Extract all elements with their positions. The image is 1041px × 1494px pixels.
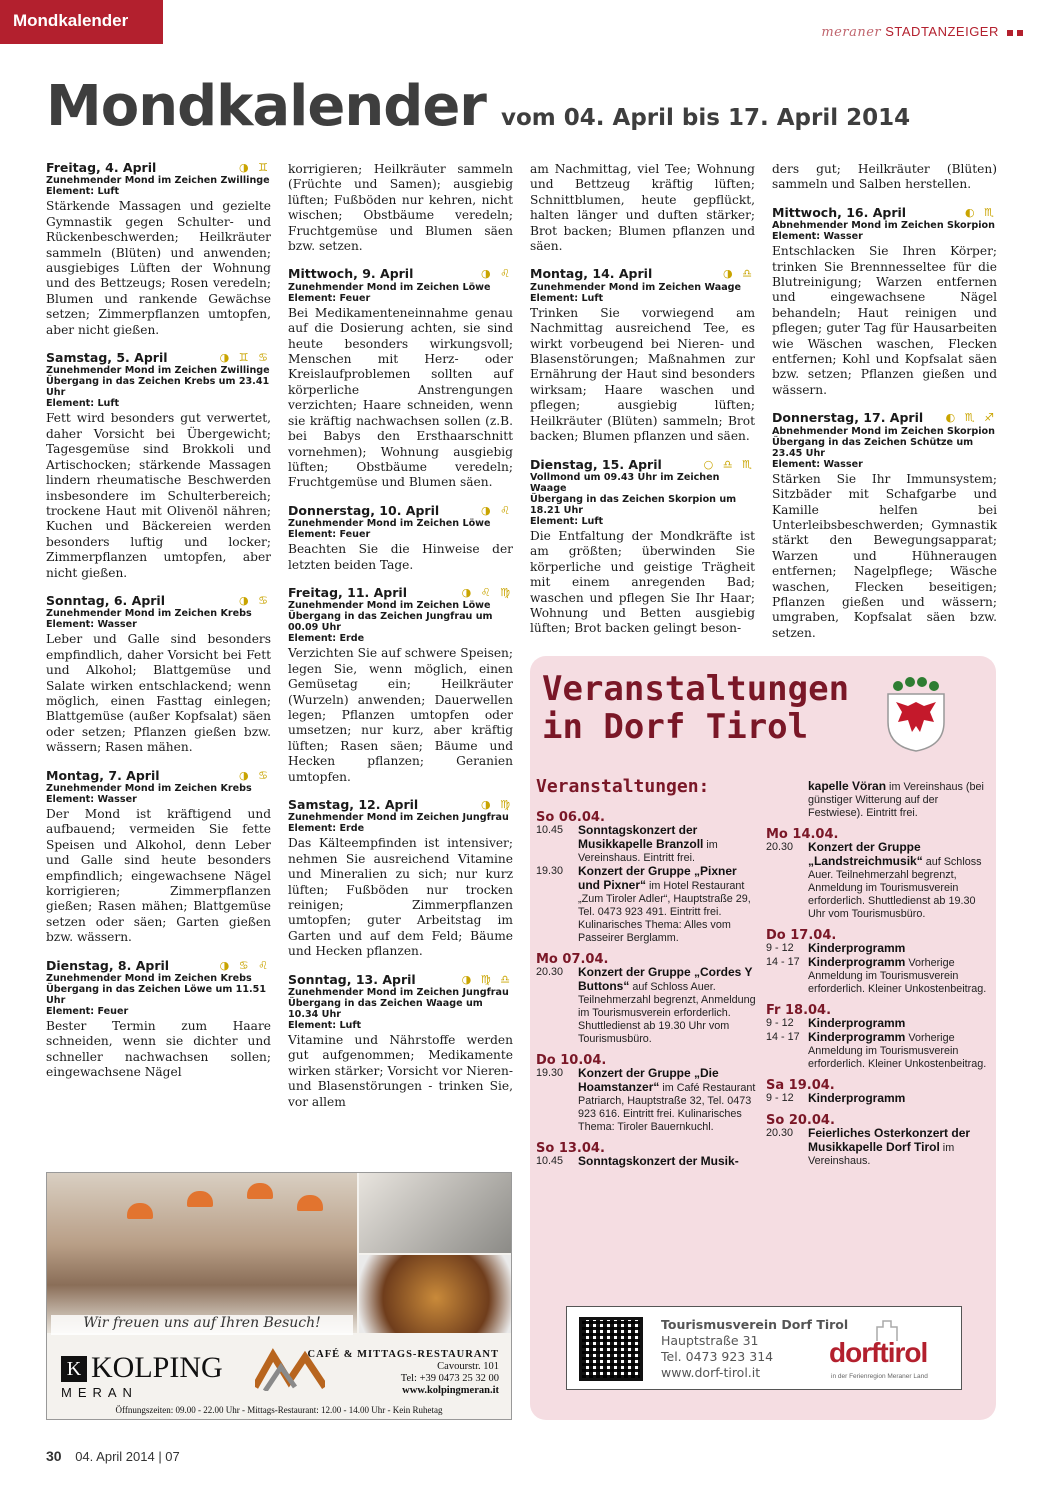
tourism-contact-card <box>566 1306 962 1390</box>
tourism-phone: Tel. 0473 923 314 <box>661 1349 774 1364</box>
event-text <box>578 966 760 1046</box>
entry-subtitle: Übergang in das Zeichen Krebs um 23.41 Uhr <box>46 376 270 399</box>
entry-date: Sonntag, 13. April <box>288 971 416 987</box>
event-text <box>808 1127 988 1168</box>
entry-date: Montag, 14. April <box>530 266 653 282</box>
entry-subtitle: Element: Wasser <box>46 619 137 631</box>
entry-subtitle: Element: Luft <box>530 515 604 527</box>
entry-header <box>288 585 513 600</box>
event-description: Vorherige Anmeldung im Tourismusverein erforderlich. Kleiner Unkostenbeitrag. <box>808 1032 987 1070</box>
event-title: Konzert der Gruppe „Die Hoamstanzer“ <box>578 1066 719 1094</box>
event-description: auf Schloss Auer. Teilnehmerzahl begrenzt, Anmeldung im Tourismusverein erforderlich. Shuttledienst ab 19.30 Uhr vom Tourismusbüro. <box>808 856 982 920</box>
entry-date: Mittwoch, 9. April <box>288 266 414 282</box>
entry-subtitle: Zunehmender Mond im Zeichen Waage <box>530 281 742 293</box>
moon-entry <box>46 160 271 338</box>
event-time: 19.30 <box>536 865 564 877</box>
moon-entry <box>288 585 513 785</box>
entry-text: Bei Medikamenteneinnahme genau auf die Dosierung achten, sie sind heute besonders wirkungsvoll; Menschen mit Herz- oder Kreislaufproblemen sollten auf körperliche Anstrengungen verzichten; Haare schneiden, wenn sie kräftig nachwachsen sollen (z.B. bei Babys den Ersthaarschnitt vornehmen); Wohnung ausgiebig lüften; Obstbäume veredeln; Fruchtgemüse und Blumen säen. <box>288 305 513 490</box>
entry-date: Donnerstag, 17. April <box>772 410 924 426</box>
event-item <box>536 865 760 945</box>
event-item <box>766 1092 988 1106</box>
event-time: 14 - 17 <box>766 1031 800 1043</box>
event-text <box>578 1067 760 1134</box>
entry-subtitle: Zunehmender Mond im Zeichen Zwillinge <box>46 365 270 377</box>
entry-text: Leber und Galle sind besonders empfindlich, daher Vorsicht bei Fett und Alkohol; Blattgemüse und Salate wirken entschlackend; wenn möglich, einen Fasttag einlegen; Blattgemüse (außer Kopfsalat) säen oder setzen; Pflanzen gießen bzw. wässern; Rasen mähen. <box>46 632 271 755</box>
moon-column-1 <box>46 160 271 1093</box>
event-title: Kinderprogramm <box>808 1016 906 1030</box>
entry-header <box>288 266 513 281</box>
event-description: im Café Restaurant Patriarch, Hauptstraße 32, Tel. 0473 923 616. Eintritt frei. Kulinarisches Thema: Tiroler Bauernkuchl. <box>578 1082 756 1133</box>
entry-text: Stärkende Massagen und gezielte Gymnastik gegen Schulter- und Rückenbeschwerden; Heilkräuter sammeln (Blüten) und anwenden; ausgiebiges Lüften der Wohnung und des Bettzeugs; Rosen veredeln; Blumen und rankende Gewächse setzen; Zimmerpflanzen umtopfen, aber nicht gießen. <box>46 199 271 337</box>
event-text <box>578 824 760 865</box>
moon-sign-icon: ○ ♎ ♏ <box>703 457 755 471</box>
entry-text: Stärken Sie Ihr Immunsystem; Sitzbäder mit Schafgarbe und Kamille helfen bei Unterleibsbeschwerden; Gymnastik stärkt den Bewegungsapparat; Warzen und Hühneraugen entfernen; Nagelpflege; Wäsche waschen, Flecken beseitigen; Pflanzen gießen und wässern; umgraben, Kopfsalat säen bzw. setzen. <box>772 471 997 640</box>
entry-subtitle: Zunehmender Mond im Zeichen Zwillinge <box>46 175 270 187</box>
entry-subtitle: Zunehmender Mond im Zeichen Löwe <box>288 281 491 293</box>
moon-sign-icon: ◑ ♌ <box>481 503 513 517</box>
moon-entry <box>46 768 271 946</box>
event-time: 10.45 <box>536 824 564 836</box>
ad-website[interactable]: www.kolpingmeran.it <box>402 1385 499 1396</box>
entry-subtitle: Übergang in das Zeichen Skorpion um 18.21 Uhr <box>530 493 737 516</box>
event-description: im Vereinshaus. Eintritt frei. <box>578 839 718 864</box>
event-item <box>766 1017 988 1031</box>
event-description: Vorherige Anmeldung im Tourismusverein erforderlich. Kleiner Unkostenbeitrag. <box>808 957 987 995</box>
event-description: auf Schloss Auer. Teilnehmerzahl begrenzt, Anmeldung im Tourismusverein erforderlich. Shuttledienst ab 19.30 Uhr vom Tourismusbüro. <box>578 981 756 1045</box>
event-day: Mo 14.04. <box>766 827 839 842</box>
moon-sign-icon: ◐ ♏ ♐ <box>945 411 997 425</box>
entry-subtitle: Element: Erde <box>288 823 365 835</box>
entry-subtitle: Zunehmender Mond im Zeichen Jungfrau <box>288 812 509 824</box>
event-time: 10.45 <box>536 1155 564 1167</box>
entry-subtitle: Element: Feuer <box>288 292 371 304</box>
kolping-city: MERAN <box>61 1385 138 1400</box>
tyrol-crest-icon <box>886 676 946 752</box>
masthead-meraner: meraner <box>821 25 882 40</box>
title-range: vom 04. April bis 17. April 2014 <box>501 105 911 131</box>
moon-entry <box>530 162 755 254</box>
entry-header <box>46 958 271 973</box>
kolping-advertisement <box>46 1172 512 1420</box>
moon-sign-icon: ◑ ♋ ♌ <box>219 958 271 972</box>
entry-text: Bester Termin zum Haare schneiden, wenn sie dichter und schneller nachwachsen sollen; eingewachsene Nägel <box>46 1019 271 1080</box>
event-text <box>808 1031 988 1071</box>
moon-entry <box>772 162 997 193</box>
entry-subtitle: Zunehmender Mond im Zeichen Krebs <box>46 973 252 985</box>
event-title: Sonntagskonzert der Musikkapelle Branzoll <box>578 823 704 851</box>
entry-text: Trinken Sie vorwiegend am Nachmittag ausreichend Tee, es wirkt vorbeugend bei Nieren- und Blasenstörungen; Maßnahmen zur Ernährung der Haut sind besonders wirksam; Haare waschen und pflegen; ausgiebig lüften; Heilkräuter (Blüten) sammeln; Brot backen; Blumen pflanzen und säen. <box>530 305 755 444</box>
entry-date: Montag, 7. April <box>46 767 160 783</box>
entry-date: Mittwoch, 16. April <box>772 204 907 220</box>
qr-code-icon[interactable] <box>579 1317 643 1381</box>
event-day: Do 10.04. <box>536 1053 607 1068</box>
entry-subtitle: Zunehmender Mond im Zeichen Löwe <box>288 600 491 612</box>
events-heading: Veranstaltungen: <box>536 776 710 797</box>
entry-text: Beachten Sie die Hinweise der letzten beiden Tage. <box>288 542 513 572</box>
entry-subtitle: Element: Luft <box>46 186 120 198</box>
entry-text: Vitamine und Nährstoffe werden gut aufgenommen; Medikamente wirken stärker; Vorsicht vor Nieren- und Blasenstörungen - trinken Sie, vor allem <box>288 1033 513 1109</box>
events-column-right <box>766 780 988 1168</box>
issue-date: 04. April 2014 | 07 <box>75 1449 180 1464</box>
event-time: 9 - 12 <box>766 942 794 954</box>
moon-sign-icon: ◑ ♌ <box>481 267 513 281</box>
entry-subtitle: Element: Luft <box>288 1020 362 1032</box>
entry-text: am Nachmittag, viel Tee; Wohnung und Bettzeug kräftig lüften; Schnittblumen, heute gepflückt, halten länger und duften stärker; Brot backen; Blumen pflanzen und säen. <box>530 162 755 254</box>
event-day: Do 17.04. <box>766 928 837 943</box>
entry-text: Die Entfaltung der Mondkräfte ist am größten; überwinden Sie körperliche und geistige Trägheit mit einem anregenden Bad; waschen und pflegen Sie Ihr Haar; Wohnung und Betten ausgiebig lüften; Brot backen gelingt beson- <box>530 528 755 636</box>
tourism-address <box>661 1317 848 1381</box>
event-title: Konzert der Gruppe „Landstreichmusik“ <box>808 840 923 868</box>
kolping-logo: K KOLPING <box>61 1351 223 1385</box>
entry-subtitle: Element: Wasser <box>46 794 137 805</box>
entry-date: Freitag, 11. April <box>288 584 407 600</box>
event-time: 19.30 <box>536 1067 564 1079</box>
event-day: Sa 19.04. <box>766 1078 835 1093</box>
event-day: So 13.04. <box>536 1141 605 1156</box>
event-title: Konzert der Gruppe „Cordes Y Buttons“ <box>578 965 753 993</box>
moon-entry <box>530 457 755 637</box>
moon-entry <box>288 972 513 1110</box>
entry-date: Dienstag, 15. April <box>530 456 662 472</box>
event-item <box>536 966 760 1046</box>
entry-header <box>772 410 997 425</box>
event-item <box>536 1155 760 1169</box>
events-column-left <box>536 776 760 1169</box>
event-item <box>766 1031 988 1071</box>
entry-header <box>288 972 513 987</box>
moon-column-2 <box>288 160 513 1122</box>
entry-date: Dienstag, 8. April <box>46 957 170 973</box>
event-text <box>808 841 988 921</box>
event-title: Sonntagskonzert der Musik- <box>578 1154 739 1168</box>
event-time: 20.30 <box>766 841 794 853</box>
moon-sign-icon: ◑ ♎ <box>723 267 755 281</box>
entry-date: Freitag, 4. April <box>46 160 157 175</box>
event-title: Kinderprogramm <box>808 955 906 969</box>
moon-entry <box>288 266 513 490</box>
tourism-website[interactable]: www.dorf-tirol.it <box>661 1365 761 1380</box>
moon-sign-icon: ◐ ♏ <box>965 205 997 219</box>
entry-header <box>288 503 513 518</box>
event-title: Feierliches Osterkonzert der Musikkapelle Dorf Tirol <box>808 1126 971 1154</box>
event-text <box>808 942 905 956</box>
event-description: im Vereinshaus. <box>808 1142 955 1167</box>
moon-column-3 <box>530 160 755 649</box>
entry-header <box>530 266 755 281</box>
moon-entry <box>288 162 513 254</box>
entry-subtitle: Zunehmender Mond im Zeichen Krebs <box>46 783 252 794</box>
event-text <box>578 865 760 945</box>
entry-date: Samstag, 5. April <box>46 350 168 366</box>
entry-text: Der Mond ist kräftigend und aufbauend; vermeiden Sie fette Speisen und Alkohol, denn Leber und Galle sind heute besonders empfindlich; eingewachsene Nägel korrigieren; Zimmerpflanzen gießen; Rasen mähen; Blattgemüse setzen oder säen; Garten gießen bzw. wässern. <box>46 807 271 945</box>
event-time: 9 - 12 <box>766 1017 794 1029</box>
event-text <box>578 1155 739 1169</box>
event-time: 14 - 17 <box>766 956 800 968</box>
entry-subtitle: Zunehmender Mond im Zeichen Löwe <box>288 518 491 530</box>
event-item <box>766 841 988 921</box>
entry-subtitle: Element: Feuer <box>46 1006 129 1018</box>
event-text <box>808 956 988 996</box>
entry-subtitle: Abnehmender Mond im Zeichen Skorpion <box>772 220 995 232</box>
moon-sign-icon: ◑ ♍ ♎ <box>461 972 513 986</box>
event-time: 20.30 <box>536 966 564 978</box>
entry-date: Samstag, 12. April <box>288 797 419 812</box>
entry-text: korrigieren; Heilkräuter sammeln (Früchte und Samen); ausgiebig lüften; Fußböden nur kehren, nicht wischen; Obstbäume veredeln; Fruchtgemüse und Blumen säen bzw. setzen. <box>288 162 513 254</box>
entry-subtitle: Element: Luft <box>46 398 120 410</box>
entry-subtitle: Element: Feuer <box>288 529 371 541</box>
event-continued: kapelle Vöran im Vereinshaus (bei günstiger Witterung auf der Festwiese). Eintritt frei. <box>808 779 984 819</box>
entry-header <box>46 593 271 608</box>
masthead-stadtanzeiger: STADTANZEIGER <box>885 24 999 39</box>
entry-text: Verzichten Sie auf schwere Speisen; legen Sie, wenn möglich, einen Gemüsetag ein; Heilkräuter (Wurzeln) anwenden; Dauerwellen legen; Pflanzen umtopfen oder umsetzen; nur kurz, aber kräftig lüften; Rasen säen; Bäume und Hecken pflanzen; Geranien umtopfen. <box>288 646 513 784</box>
square-icon <box>1017 30 1023 36</box>
moon-sign-icon: ◑ ♌ ♍ <box>461 585 513 599</box>
event-title: Konzert der Gruppe „Pixner und Pixner“ <box>578 864 737 892</box>
masthead-logo <box>821 24 1023 40</box>
moon-entry <box>772 205 997 398</box>
event-time: 20.30 <box>766 1127 794 1139</box>
moon-entry <box>530 266 755 444</box>
ad-slogan: Wir freuen uns auf Ihren Besuch! <box>51 1315 353 1335</box>
entry-text: Entschlacken Sie Ihren Körper; trinken Sie Brennnesseltee für die Blutreinigung; Warzen entfernen und eingewachsene Nägel behandeln; Haut reinigen und pflegen; guter Tag für Hausarbeiten wie Wäschen waschen, Flecken entfernen; Kohl und Kopfsalat säen bzw. setzen; Pflanzen gießen und wässern. <box>772 244 997 397</box>
entry-subtitle: Übergang in das Zeichen Schütze um 23.45 Uhr <box>772 436 974 459</box>
event-title: Kinderprogramm <box>808 1030 906 1044</box>
entry-subtitle: Abnehmender Mond im Zeichen Skorpion <box>772 425 995 437</box>
entry-subtitle: Zunehmender Mond im Zeichen Krebs <box>46 608 252 620</box>
ad-type: CAFÉ & MITTAGS-RESTAURANT <box>307 1349 499 1360</box>
dining-photo <box>359 1173 512 1253</box>
entry-header <box>772 205 997 220</box>
entry-header <box>46 350 271 365</box>
moon-entry <box>288 797 513 960</box>
entry-date: Donnerstag, 10. April <box>288 502 440 518</box>
page-number: 30 <box>46 1448 62 1464</box>
event-day: Mo 07.04. <box>536 952 609 967</box>
moon-entry <box>46 958 271 1081</box>
entry-text: Fett wird besonders gut verwertet, daher Vorsicht bei Übergewicht; Tagesgemüse sind Brokkoli und Artischocken; stärkende Massagen lindern rheumatische Beschwerden insbesondere im Schulterbereich; trockene Haut mit Olivenöl nähren; Kuchen und Bäckereien werden besonders luftig und locker; Zimmerpflanzen umtopfen, aber nicht gießen. <box>46 411 271 580</box>
event-description: im Hotel Restaurant „Zum Tiroler Adler“, Hauptstraße 29, Tel. 0473 923 491. Eintritt frei. Kulinarisches Thema: Alles vom Passeirer Berglamm. <box>578 880 751 944</box>
event-item <box>766 956 988 996</box>
entry-subtitle: Element: Wasser <box>772 231 863 243</box>
k-logo-icon: K <box>61 1356 87 1382</box>
entry-header <box>46 160 271 175</box>
moon-column-4 <box>772 160 997 653</box>
event-item <box>536 824 760 865</box>
event-text <box>808 1092 905 1106</box>
entry-subtitle: Zunehmender Mond im Zeichen Jungfrau <box>288 987 509 999</box>
square-icon <box>1007 30 1013 36</box>
entry-header <box>530 457 755 472</box>
entry-subtitle: Übergang in das Zeichen Löwe um 11.51 Uhr <box>46 984 266 1007</box>
event-day: So 20.04. <box>766 1113 835 1128</box>
event-time: 9 - 12 <box>766 1092 794 1104</box>
event-item <box>766 942 988 956</box>
events-title: Veranstaltungen in Dorf Tirol <box>542 669 850 747</box>
entry-subtitle: Element: Wasser <box>772 458 863 470</box>
moon-sign-icon: ◑ ♋ <box>239 593 271 607</box>
restaurant-photo <box>47 1173 357 1333</box>
tourism-name: Tourismusverein Dorf Tirol <box>661 1317 849 1332</box>
entry-text: ders gut; Heilkräuter (Blüten) sammeln und Salben herstellen. <box>772 162 997 192</box>
moon-entry <box>46 350 271 581</box>
dorftirol-logo: dorftirol <box>829 1337 928 1368</box>
tourism-street: Hauptstraße 31 <box>661 1333 759 1348</box>
ad-hours: Öffnungszeiten: 09.00 - 22.00 Uhr - Mittags-Restaurant: 12.00 - 14.00 Uhr - Kein Ruhetag <box>115 1405 443 1415</box>
event-day: Fr 18.04. <box>766 1003 832 1018</box>
moon-entry <box>772 410 997 641</box>
event-item <box>766 1127 988 1168</box>
section-tab: Mondkalender <box>0 0 163 44</box>
moon-entry <box>288 503 513 573</box>
page-title <box>46 74 910 139</box>
entry-date: Sonntag, 6. April <box>46 592 166 608</box>
dorftirol-tagline: in der Ferienregion Meraner Land <box>831 1373 928 1380</box>
moon-sign-icon: ◑ ♊ <box>239 161 271 174</box>
moon-sign-icon: ◑ ♋ <box>239 768 271 782</box>
ad-street: Cavourstr. 101 <box>437 1361 499 1372</box>
page-footer <box>46 1448 180 1464</box>
moon-sign-icon: ◑ ♊ ♋ <box>219 351 271 365</box>
event-text <box>808 1017 905 1031</box>
title-main: Mondkalender <box>46 74 486 139</box>
entry-subtitle: Übergang in das Zeichen Waage um 10.34 Uhr <box>288 998 483 1021</box>
event-item <box>536 1067 760 1134</box>
entry-header <box>288 797 513 812</box>
event-title: Kinderprogramm <box>808 1091 906 1105</box>
entry-subtitle: Element: Luft <box>530 292 604 304</box>
food-photo <box>359 1255 512 1333</box>
ad-phone: Tel: +39 0473 25 32 00 <box>400 1373 499 1384</box>
entry-subtitle: Element: Erde <box>288 633 365 645</box>
entry-subtitle: Übergang in das Zeichen Jungfrau um 00.09 Uhr <box>288 611 493 634</box>
entry-header <box>46 768 271 783</box>
event-day: So 06.04. <box>536 810 605 825</box>
event-title: Kinderprogramm <box>808 941 906 955</box>
moon-sign-icon: ◑ ♍ <box>481 798 513 811</box>
entry-subtitle: Vollmond um 09.43 Uhr im Zeichen Waage <box>530 471 720 494</box>
ad-contact <box>308 1349 499 1397</box>
entry-text: Das Kälteempfinden ist intensiver; nehmen Sie ausreichend Vitamine und Mineralien zu sich; nur kurz lüften; Fußböden nur trocken reinigen; Zimmerpflanzen umtopfen; guter Arbeitstag im Garten und auf dem Feld; Bäume und Hecken pflanzen. <box>288 836 513 959</box>
moon-entry <box>46 593 271 756</box>
